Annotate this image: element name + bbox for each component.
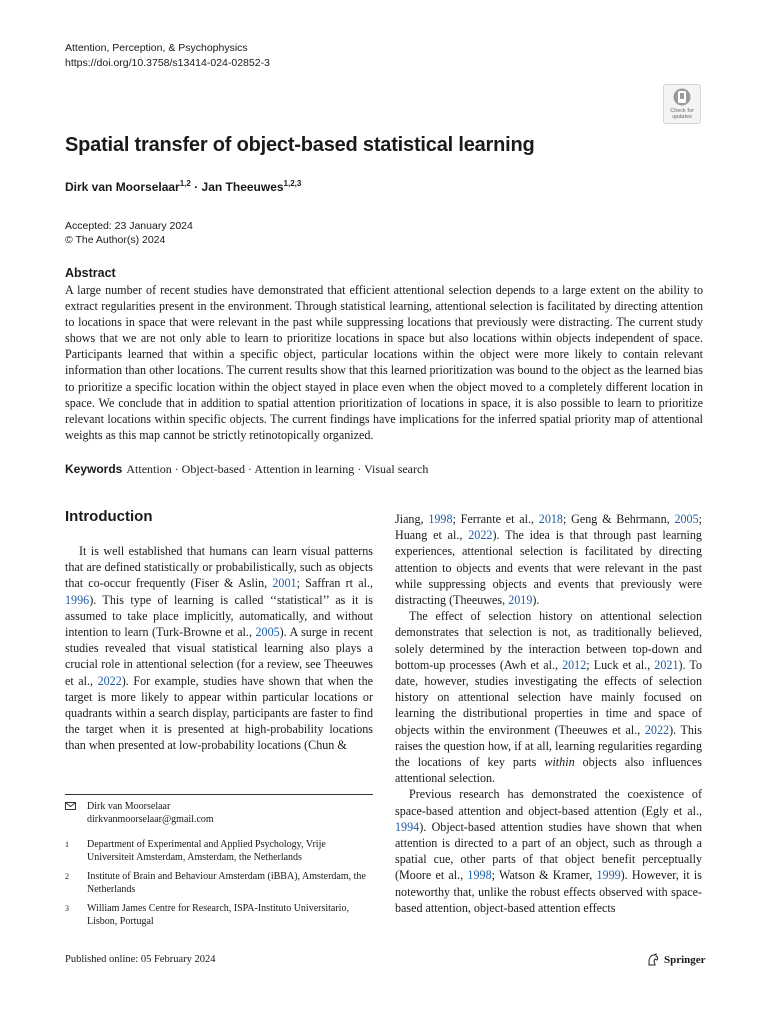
badge-line-2: updates [672,114,692,120]
copyright-line: © The Author(s) 2024 [65,234,166,246]
contact-email[interactable]: dirkvanmoorselaar@gmail.com [87,814,214,825]
body-text: ). A surge in recent studies revealed that visual statistical learning also plays a crucial role in attentional selection (for a review, see Theeuwes et al., [65,625,373,688]
citation-link[interactable]: 1998 [428,512,453,526]
body-text: ; Watson & Kramer, [491,868,597,883]
body-paragraph [65,543,373,754]
emphasis-text: within [544,755,575,770]
body-paragraph [395,608,702,786]
publisher-logo [646,953,706,967]
body-text: ). However, it is noteworthy that, unlike the robust effects observed with space-based attention, object-based attention effects [395,868,702,915]
body-text: ; Saffran rt al., [296,576,373,591]
footnote-contact [65,800,373,826]
keywords-label: Keywords [65,462,123,476]
body-text: ). This type of learning is called ‘‘statistical’’ as it is assumed to take place implicitly, automatically, and without intention to learn (Turk-Browne et al., [65,592,373,640]
paper-title: Spatial transfer of object-based statistical learning [65,134,535,156]
body-text: ; Ferrante et al., [452,512,539,526]
affiliation-number: 3 [65,904,69,913]
footnote-affiliation [65,838,373,864]
body-column-left [65,543,373,754]
affiliation-text: William James Centre for Research, ISPA-Instituto Universitario, Lisbon, Portugal [87,903,349,927]
body-text: ). To date, however, studies investigating the effects of selection history on attentional selection have mainly focused on learning the distributional properties in time and space of objects within the environment (Theeuwes et al., [395,657,702,737]
keywords [65,462,428,477]
citation-link[interactable]: 2018 [538,512,563,526]
springer-horse-icon [646,953,660,967]
body-text: objects also influences attentional selection. [395,755,702,786]
citation-link[interactable]: 1999 [596,868,621,883]
check-for-updates-icon [671,87,693,107]
body-text: Jiang, [395,512,429,526]
body-paragraph [395,786,702,916]
affiliation-number: 2 [65,872,69,881]
body-text: Previous research has demonstrated the coexistence of space-based attention and object-based attention (Egly et al., [395,787,702,818]
contact-name: Dirk van Moorselaar [87,801,171,812]
citation-link[interactable]: 1994 [395,819,420,834]
article-dates [65,219,193,247]
body-text: ; Luck et al., [586,657,655,672]
citation-link[interactable]: 2019 [508,593,533,608]
author-affiliation-marks: 1,2,3 [283,179,302,188]
body-text: ). This raises the question how, if at all, learning regularities regarding the locations of key parts [395,722,703,770]
body-text: ; Huang et al., [395,512,702,543]
journal-name: Attention, Perception, & Psychophysics [65,42,248,54]
abstract-text: A large number of recent studies have demonstrated that efficient attentional selection depends to a large extent on the ability to extract regularities present in the environment. Through statistical learning, attentional selection is facilitated by directing attention to locations in space that were relevant in the past while suppressing locations that previously were distracting. The current study shows that we are not only able to learn to prioritize locations in space but also locations within objects independent of space. Participants learned that within a specific object, particular locations within the object were more likely to contain relevant information than other locations. The current results show that this learned prioritization was bound to the object as the learned bias to prioritize a specific location within the object stayed in place even when the object moved to a completely different location in space. We conclude that in addition to spatial attention prioritization of locations in space, it is also possible to learn to prioritize relevant locations within specific objects. The current findings have implications for the inferred spatial priority map of attentional weights as this map cannot be strictly retinotopically organized. [65,283,703,442]
footnote-affiliation [65,870,373,896]
author-name[interactable]: Dirk van Moorselaar [65,180,180,194]
author-separator: · [190,180,202,194]
body-text: It is well established that humans can learn visual patterns that are defined statistically or probabilistically, such as objects that co-occur frequently (Fiser & Aslin, [65,544,373,591]
citation-link[interactable]: 2021 [654,657,679,672]
section-heading-introduction: Introduction [65,508,153,525]
envelope-icon [65,802,76,810]
publisher-name: Springer [664,954,706,966]
journal-header [65,41,270,71]
badge-line-1: Check for [670,108,694,114]
body-text: ). Object-based attention studies have shown that when attention is directed to a part of an object, such as through a spatial cue, other parts of that object benefit perceptually (Moore et al., [395,819,702,883]
body-text: ). [532,593,540,608]
footnote-divider [65,794,373,795]
abstract-heading: Abstract [65,266,116,280]
author-name[interactable]: Jan Theeuwes [201,180,284,194]
author-affiliation-marks: 1,2 [179,179,191,188]
footnote-affiliation [65,902,373,928]
citation-link[interactable]: 2022 [644,722,670,737]
citation-link[interactable]: 2005 [674,512,699,526]
citation-link[interactable]: 2001 [272,576,297,591]
citation-link[interactable]: 1996 [65,592,90,607]
author-list [65,179,301,194]
citation-link[interactable]: 2022 [97,673,122,688]
accepted-date: Accepted: 23 January 2024 [65,220,193,232]
affiliation-text: Institute of Brain and Behaviour Amsterdam (iBBA), Amsterdam, the Netherlands [87,871,366,895]
citation-link[interactable]: 1998 [467,868,492,883]
body-column-right [395,511,702,916]
affiliation-text: Department of Experimental and Applied Psychology, Vrije Universiteit Amsterdam, Amsterdam, the Netherlands [87,839,326,863]
body-text: ). For example, studies have shown that when the target is more likely to appear within particular locations or quadrants within a search display, participants are faster to find the target when it is presented at high-probability locations than when presented at low-probability locations (Chun & [65,673,373,753]
check-for-updates-badge[interactable] [663,84,701,124]
doi-link[interactable]: https://doi.org/10.3758/s13414-024-02852-3 [65,57,270,69]
body-text: The effect of selection history on attentional selection demonstrates that selection is not, as traditionally believed, solely determined by the interaction between top-down and bottom-up processes (Awh et al., [395,609,702,672]
body-paragraph [395,511,702,608]
citation-link[interactable]: 2012 [562,657,587,672]
body-text: ; Geng & Behrmann, [562,512,675,526]
body-text: ). The idea is that through past learning experiences, attentional selection is facilitated by directing attention to objects and events that were relevant in the past while suppressing objects and events that previously were distracting (Theeuwes, [395,528,702,608]
citation-link[interactable]: 2022 [468,528,493,543]
published-date: Published online: 05 February 2024 [65,954,216,965]
keywords-list: Attention · Object-based · Attention in learning · Visual search [126,462,429,476]
affiliation-number: 1 [65,840,69,849]
citation-link[interactable]: 2005 [255,625,280,640]
